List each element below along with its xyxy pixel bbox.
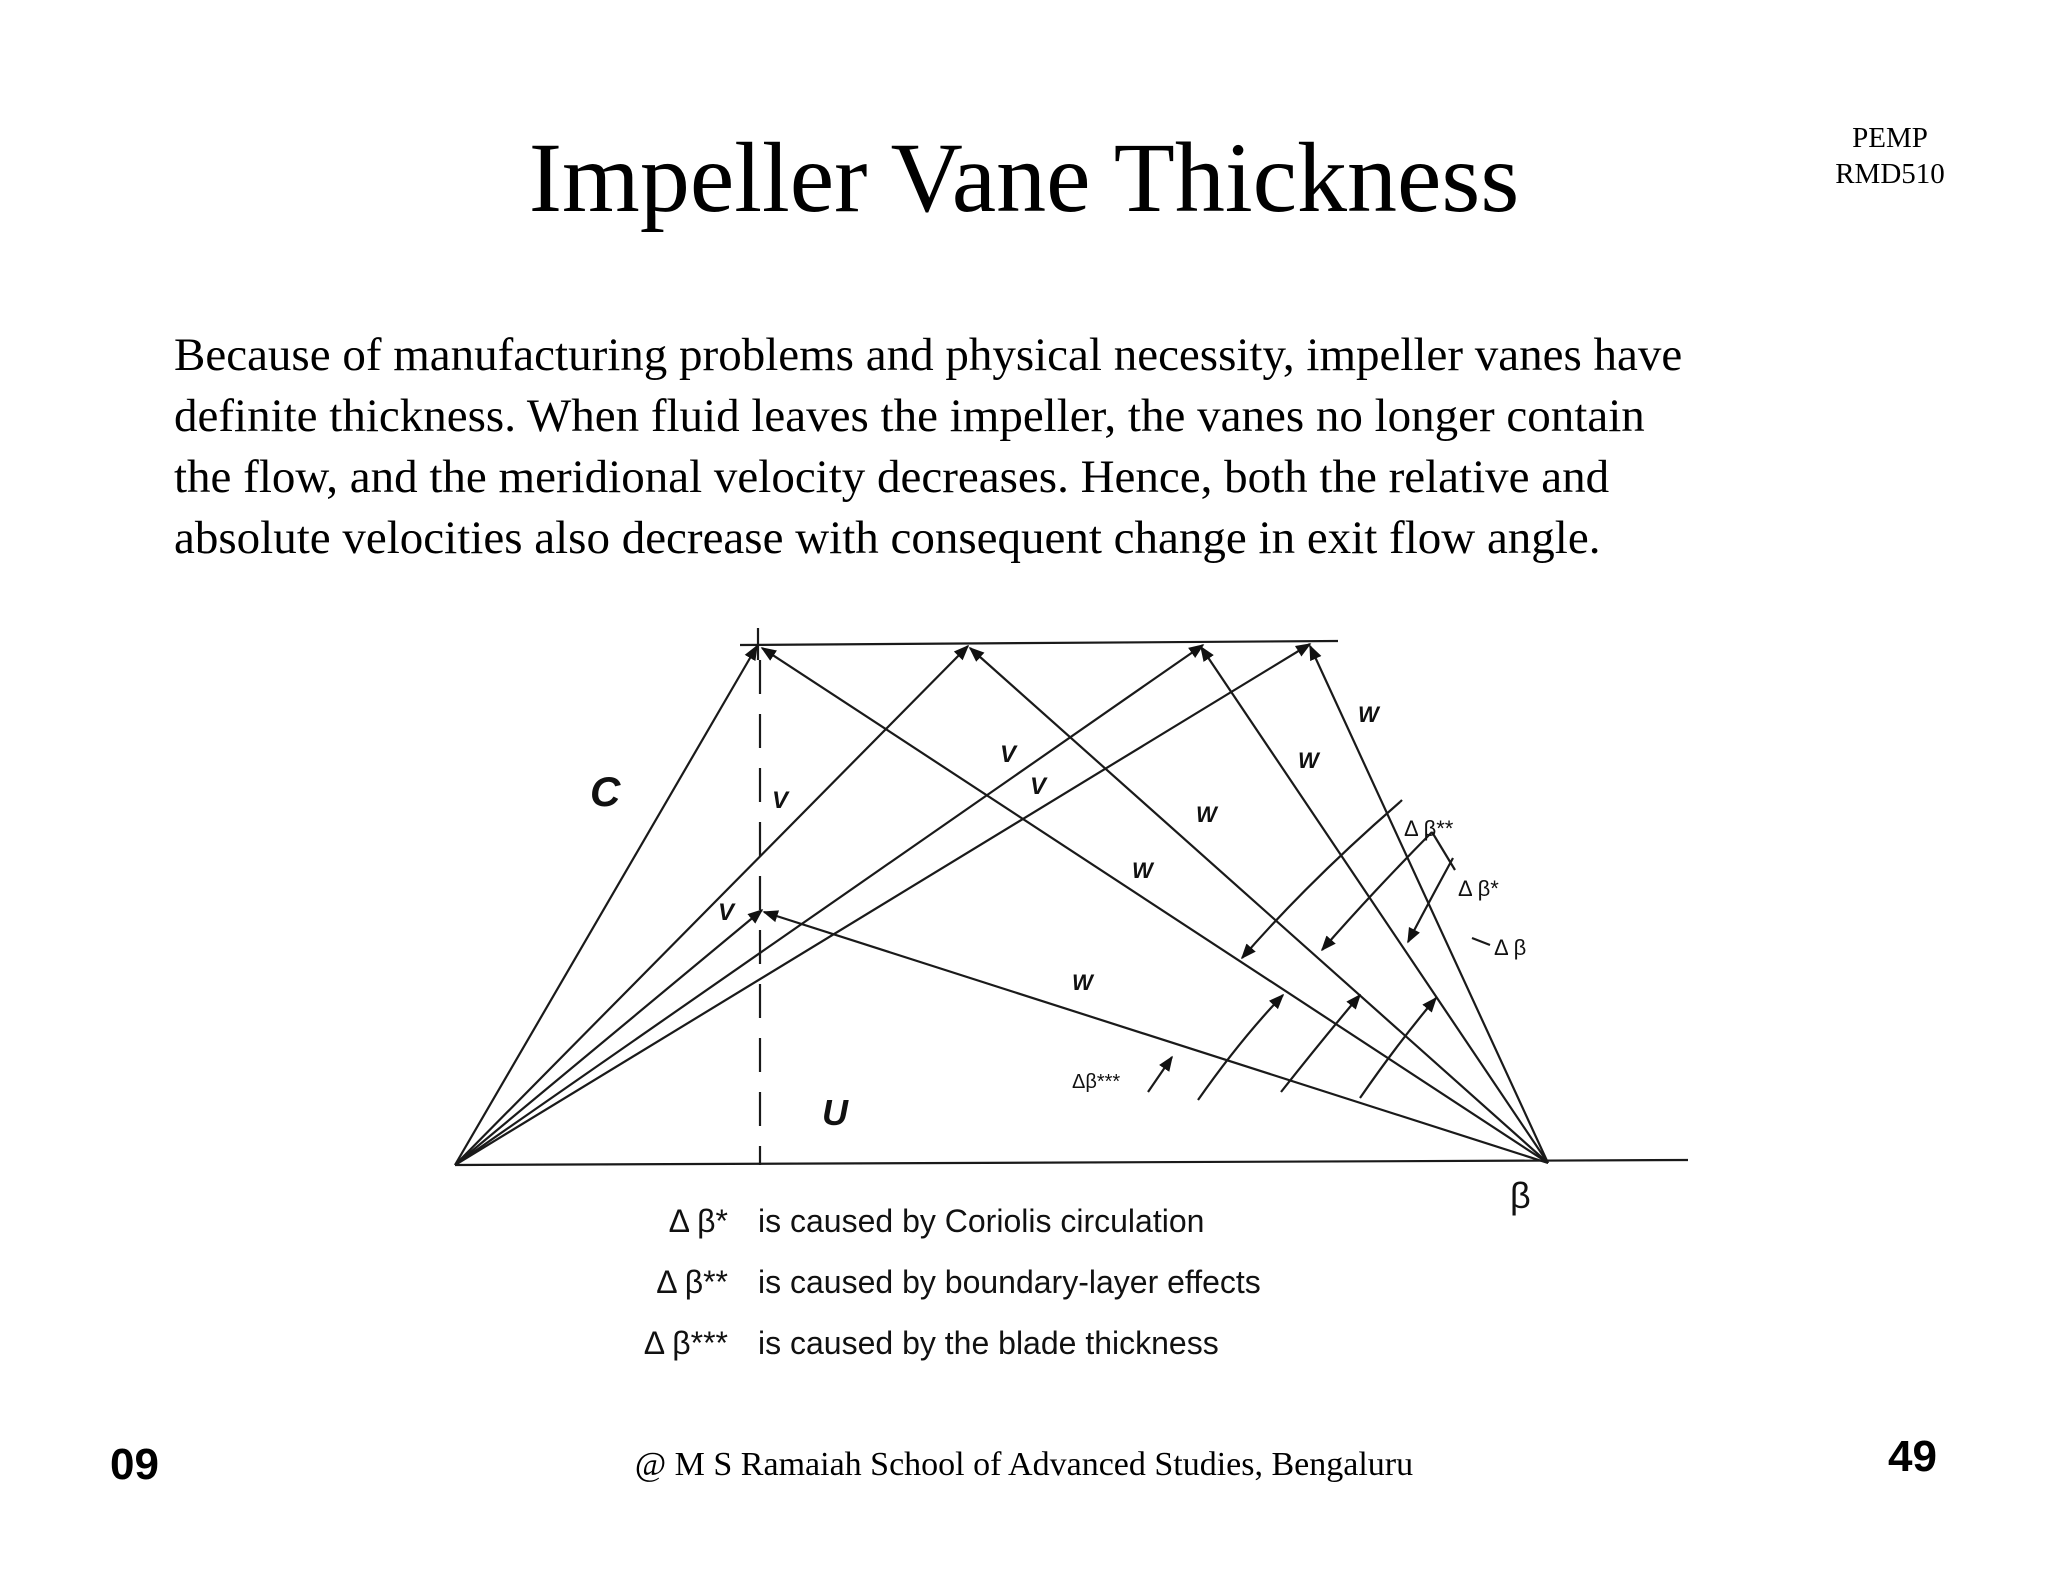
label-v-1: V — [772, 787, 789, 814]
legend — [644, 1203, 1261, 1361]
footer-page-number: 49 — [1888, 1432, 1937, 1481]
label-u: U — [822, 1092, 848, 1133]
vector-w-2 — [970, 648, 1548, 1163]
legend-symbol-2: Δ β** — [656, 1264, 728, 1300]
footer-module-number: 09 — [110, 1440, 159, 1489]
label-v-3: V — [1000, 741, 1017, 768]
legend-text-3: is caused by the blade thickness — [758, 1325, 1219, 1361]
label-beta: β — [1510, 1175, 1531, 1216]
label-v-4: V — [1030, 773, 1047, 800]
footer-institution: @ M S Ramaiah School of Advanced Studies, Bengaluru — [634, 1446, 1414, 1483]
label-w-4: W — [1132, 858, 1153, 883]
top-line — [740, 641, 1338, 645]
arc-delta-beta — [1408, 858, 1453, 942]
legend-text-2: is caused by boundary-layer effects — [758, 1264, 1261, 1300]
body-line-2: definite thickness. When fluid leaves the impeller, the vanes no longer contain — [174, 390, 1645, 442]
legend-symbol-1: Δ β* — [668, 1203, 728, 1239]
label-v-2: V — [718, 899, 735, 926]
leader-delta-beta — [1472, 938, 1490, 945]
legend-symbol-3: Δ β*** — [643, 1325, 728, 1361]
label-w-1: W — [1358, 702, 1379, 727]
label-w-5: W — [1072, 970, 1093, 995]
label-delta-beta-triple: Δβ*** — [1072, 1071, 1121, 1093]
vector-v-4 — [455, 910, 762, 1165]
body-line-4: absolute velocities also decrease with consequent change in exit flow angle. — [174, 512, 1601, 564]
label-c: C — [590, 768, 621, 815]
body-line-3: the flow, and the meridional velocity decreases. Hence, both the relative and — [174, 451, 1610, 503]
course-code-line-2: RMD510 — [1835, 158, 1945, 190]
vector-v-3 — [455, 644, 1310, 1165]
body-line-1: Because of manufacturing problems and physical necessity, impeller vanes have — [174, 329, 1683, 381]
vector-w-5 — [764, 912, 1548, 1163]
slide-title: Impeller Vane Thickness — [528, 122, 1520, 233]
label-delta-beta-single: Δ β* — [1458, 876, 1499, 901]
label-w-3: W — [1196, 802, 1217, 827]
legend-text-1: is caused by Coriolis circulation — [758, 1203, 1205, 1239]
arc-lower-2 — [1281, 995, 1360, 1092]
arc-lower-1 — [1198, 995, 1283, 1100]
base-line — [455, 1160, 1688, 1165]
label-delta-beta: Δ β — [1494, 935, 1527, 960]
label-delta-beta-double: Δ β** — [1404, 816, 1454, 841]
leader-delta-beta-triple — [1148, 1057, 1172, 1092]
leader-delta-beta-double — [1400, 800, 1402, 802]
label-w-2: W — [1298, 748, 1319, 773]
course-code-line-1: PEMP — [1852, 122, 1928, 154]
